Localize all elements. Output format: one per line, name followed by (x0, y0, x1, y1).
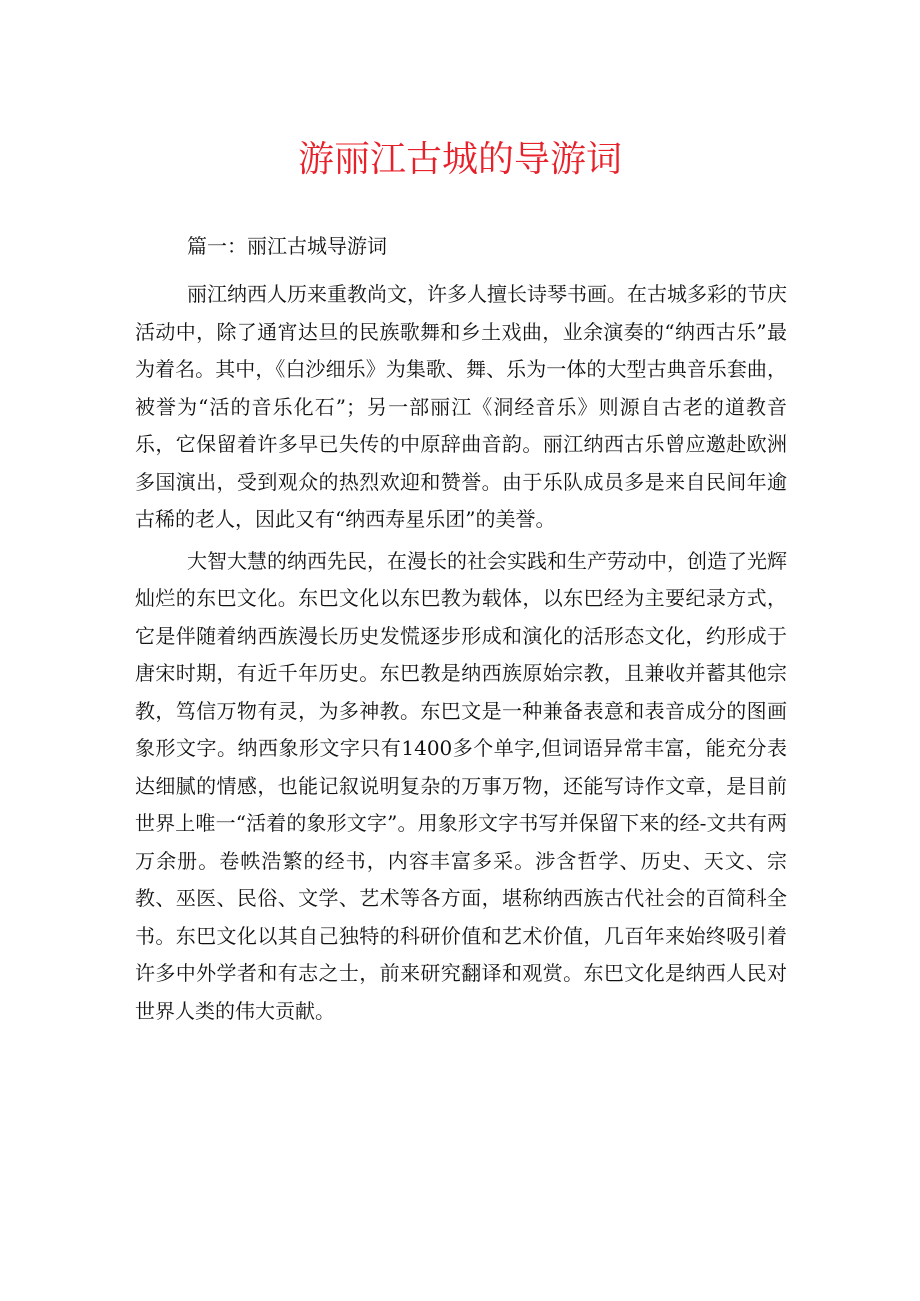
section-heading: 篇一：丽江古城导游词 (187, 234, 387, 258)
paragraph-dongba-culture: 大智大慧的纳西先民，在漫长的社会实践和生产劳动中，创造了光辉灿烂的东巴文化。东巴文化以东巴教为载体，以东巴经为主要纪录方式，它是伴随着纳西族漫长历史发慌逐步形成和演化的活形态文化，约形成于唐宋时期，有近千年历史。东巴教是纳西族原始宗教，且兼收并蓄其他宗教，笃信万物有灵，为多神教。东巴文是一种兼备表意和表音成分的图画象形文字。纳西象形文字只有1400多个单字,但词语异常丰富，能充分表达细腻的情感，也能记叙说明复杂的万事万物，还能写诗作文章，是目前世界上唯一“活着的象形文字”。用象形文字书写并保留下来的经-文共有两万余册。卷帙浩繁的经书，内容丰富多采。涉含哲学、历史、天文、宗教、巫医、民俗、文学、艺术等各方面，堪称纳西族古代社会的百简科全书。东巴文化以其自己独特的科研价值和艺术价值，几百年来始终吸引着许多中外学者和有志之士，前来研究翻译和观赏。东巴文化是纳西人民对世界人类的伟大贡献。 (135, 548, 787, 1023)
document-body (135, 228, 787, 1034)
paragraph-naxi-music: 丽江纳西人历来重教尚文，许多人擅长诗琴书画。在古城多彩的节庆活动中，除了通宵达旦的民族歌舞和乡土戏曲，业余演奏的“纳西古乐”最为着名。其中，《白沙细乐》为集歌、舞、乐为一体的大型古典音乐套曲，被誉为“活的音乐化石”；另一部丽江《洞经音乐》则源自古老的道教音乐，它保留着许多早已失传的中原辞曲音韵。丽江纳西古乐曾应邀赴欧洲多国演出，受到观众的热烈欢迎和赞誉。由于乐队成员多是来自民间年逾古稀的老人，因此又有“纳西寿星乐团”的美誉。 (135, 282, 787, 531)
document-title: 游丽江古城的导游词 (297, 139, 622, 180)
